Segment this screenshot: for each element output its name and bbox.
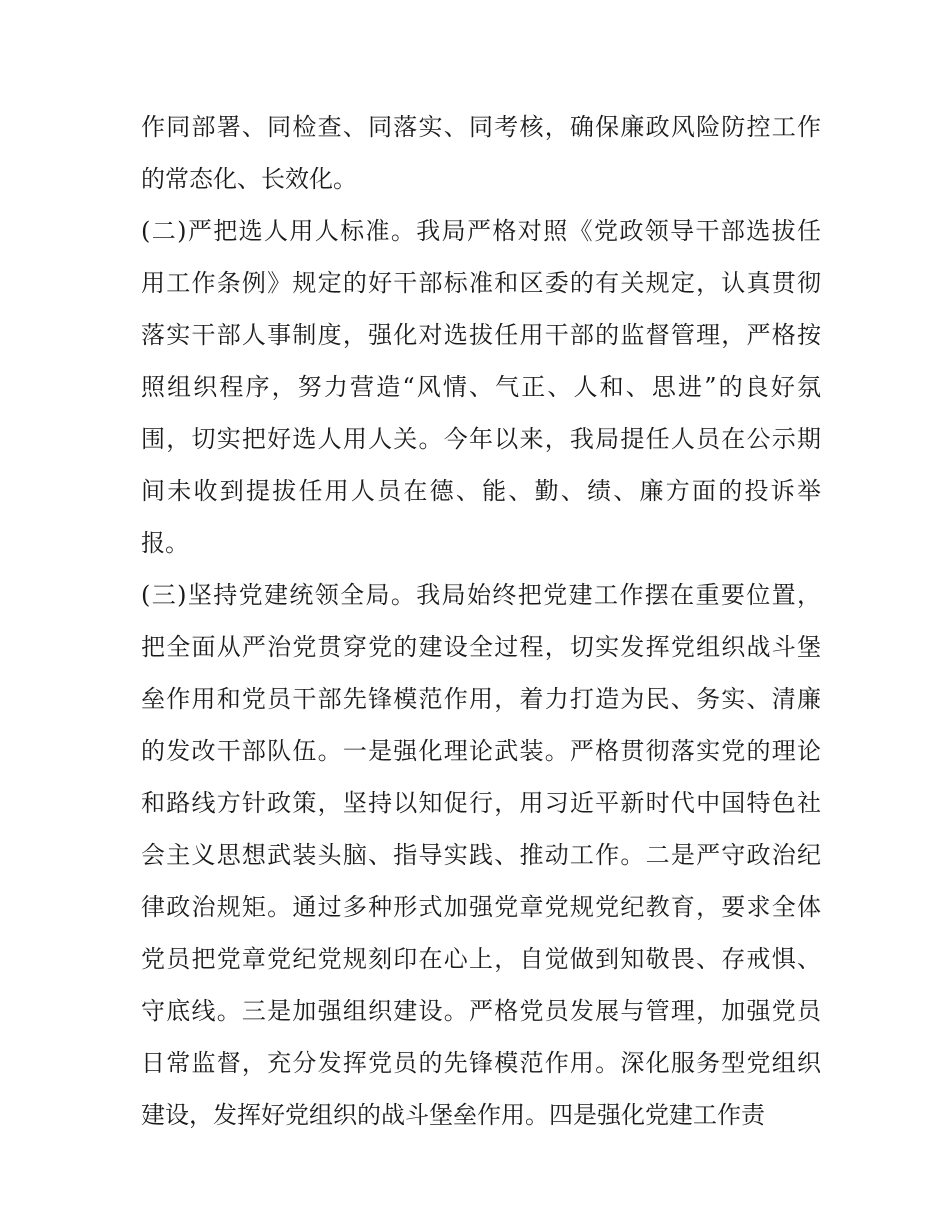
- text-line: 报。: [141, 529, 189, 557]
- text-line: 日常监督，充分发挥党员的先锋模范作用。深化服务型党组织: [141, 1049, 821, 1077]
- text-line: 垒作用和党员干部先锋模范作用，着力打造为民、务实、清廉: [141, 685, 821, 713]
- text-line: 围，切实把好选人用人关。今年以来，我局提任人员在公示期: [141, 425, 821, 453]
- text-line: 作同部署、同检查、同落实、同考核，确保廉政风险防控工作: [141, 113, 821, 141]
- text-line: 会主义思想武装头脑、指导实践、推动工作。二是严守政治纪: [141, 841, 821, 869]
- text-line: 落实干部人事制度，强化对选拔任用干部的监督管理，严格按: [141, 321, 821, 349]
- text-line: 间未收到提拔任用人员在德、能、勤、绩、廉方面的投诉举: [141, 477, 821, 505]
- text-line: 守底线。三是加强组织建设。严格党员发展与管理，加强党员: [141, 997, 821, 1025]
- text-line: 党员把党章党纪党规刻印在心上，自觉做到知敬畏、存戒惧、: [141, 945, 821, 973]
- text-line: 律政治规矩。通过多种形式加强党章党规党纪教育，要求全体: [141, 893, 821, 921]
- text-line: 的发改干部队伍。一是强化理论武装。严格贯彻落实党的理论: [141, 737, 821, 765]
- text-line: 照组织程序，努力营造“风情、气正、人和、思进”的良好氛: [141, 373, 821, 401]
- text-line: 建设，发挥好党组织的战斗堡垒作用。四是强化党建工作责: [141, 1101, 765, 1129]
- text-line: 的常态化、长效化。: [141, 165, 357, 193]
- text-line: 和路线方针政策，坚持以知促行，用习近平新时代中国特色社: [141, 789, 821, 817]
- text-line: (三)坚持党建统领全局。我局始终把党建工作摆在重要位置，: [141, 581, 821, 609]
- text-line: (二)严把选人用人标准。我局严格对照《党政领导干部选拔任: [141, 217, 821, 245]
- text-line: 把全面从严治党贯穿党的建设全过程，切实发挥党组织战斗堡: [141, 633, 821, 661]
- text-line: 用工作条例》规定的好干部标准和区委的有关规定，认真贯彻: [141, 269, 821, 297]
